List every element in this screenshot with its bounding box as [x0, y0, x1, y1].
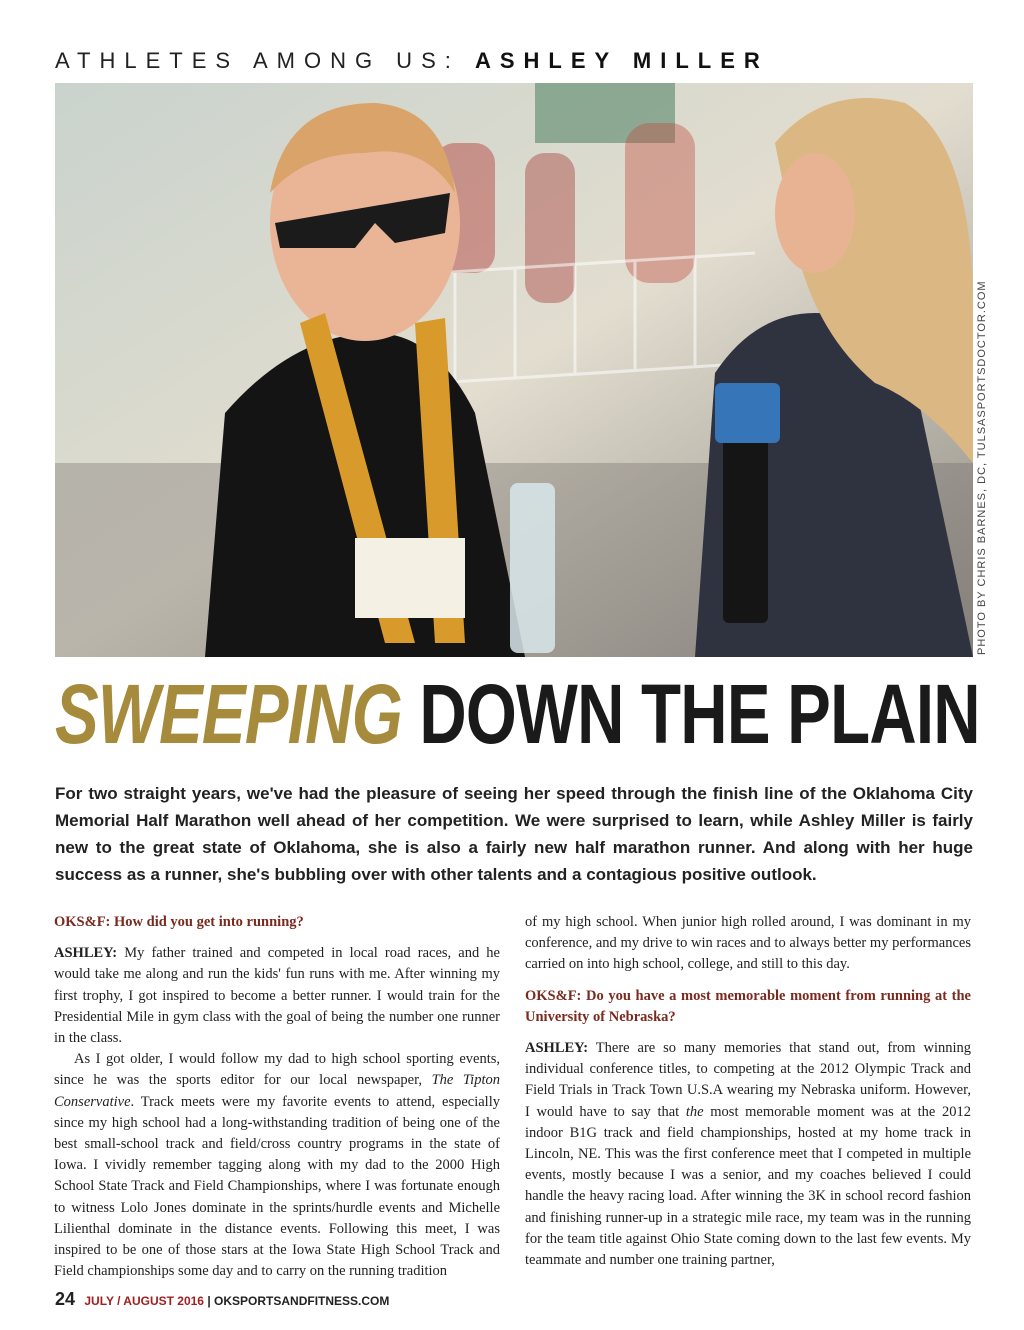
- headline-rest: DOWN THE PLAIN: [419, 667, 980, 761]
- answer-1-p2-text-cont: . Track meets were my favorite events to attend, especially since my high school had a long-withstanding tradition of being one of the best small-school track and field/cross country programs in the state of Iowa. I vividly remember tagging along with my dad to the 2000 High School State Track and Field Championships, where I was fortunate enough to witness Lolo Jones dominate in the sprints/hurdle events and Michelle Lilienthal dominate in the distance events. Following this meet, I was inspired to be one of those stars at the Iowa State High School Track and Field championships some day and to carry on the running tradition: [54, 1093, 500, 1280]
- answer-2-emphasis: the: [685, 1103, 704, 1120]
- question-1: OKS&F: How did you get into running?: [54, 914, 304, 930]
- answer-1-paragraph-2: [54, 1049, 500, 1282]
- kicker-name: ASHLEY MILLER: [474, 48, 769, 73]
- answer-2: [525, 1038, 971, 1271]
- newspaper-name: The Tipton Conservative: [54, 1072, 500, 1110]
- page-number: 24: [55, 1289, 76, 1309]
- headline-highlight: SWEEPING: [55, 667, 402, 761]
- hero-photo: [55, 83, 973, 657]
- answer-1-label: ASHLEY:: [54, 945, 118, 962]
- article-headline: [55, 667, 980, 761]
- question-2: OKS&F: Do you have a most memorable moment from running at the University of Nebraska?: [525, 987, 971, 1025]
- kicker-prefix: ATHLETES AMONG US:: [55, 48, 460, 73]
- issue-date: JULY / AUGUST 2016: [84, 1294, 204, 1308]
- website: OKSPORTSANDFITNESS.COM: [214, 1294, 390, 1308]
- photo-credit: PHOTO BY CHRIS BARNES, DC, TULSASPORTSDOCTOR.COM: [976, 280, 988, 655]
- page-footer: [55, 1289, 389, 1310]
- answer-2-text-cont: most memorable moment was at the 2012 indoor B1G track and field championships, hosted at my home track in Lincoln, NE. This was the first conference meet that I competed in multiple events, mostly because I was a senior, and my coaches believed I could handle the heavy racing load. After winning the 3K in school record fashion and finishing runner-up in a strategic mile race, my team was in the running for the team title against Ohio State coming down to the last few events. My teammate and number one training partner,: [525, 1103, 972, 1269]
- hero-photo-illustration: [55, 83, 973, 657]
- answer-2-text: There are so many memories that stand out, from winning individual conference titles, to competing at the 2012 Olympic Track and Field Trials in Track Town U.S.A wearing my Nebraska uniform. However, I would have to say that: [525, 1040, 971, 1120]
- footer-separator: |: [207, 1294, 211, 1308]
- answer-1-text: My father trained and competed in local road races, and he would take me along and run the kids' fun runs with me. After winning my first trophy, I got inspired to become a better runner. I would train for the Presidential Mile in gym class with the goal of being the number one runner in the class.: [54, 945, 500, 1047]
- right-column: [525, 912, 971, 1271]
- answer-2-label: ASHLEY:: [525, 1040, 589, 1057]
- section-kicker: [55, 48, 769, 74]
- article-lede: For two straight years, we've had the pleasure of seeing her speed through the finish line of the Oklahoma City Memorial Half Marathon well ahead of her competition. We were surprised to learn, while Ashley Miller is fairly new to the great state of Oklahoma, she is also a fairly new half marathon runner. And along with her huge success as a runner, she's bubbling over with other talents and a contagious positive outlook.: [55, 784, 973, 884]
- answer-1-p2-text: As I got older, I would follow my dad to high school sporting events, since he was the sports editor for our local newspaper,: [54, 1051, 500, 1089]
- answer-1: [54, 943, 500, 1049]
- continued-paragraph: of my high school. When junior high rolled around, I was dominant in my conference, and my drive to win races and to always better my performances carried on into high school, college, and still to this day.: [525, 914, 971, 973]
- left-column: [54, 912, 500, 1282]
